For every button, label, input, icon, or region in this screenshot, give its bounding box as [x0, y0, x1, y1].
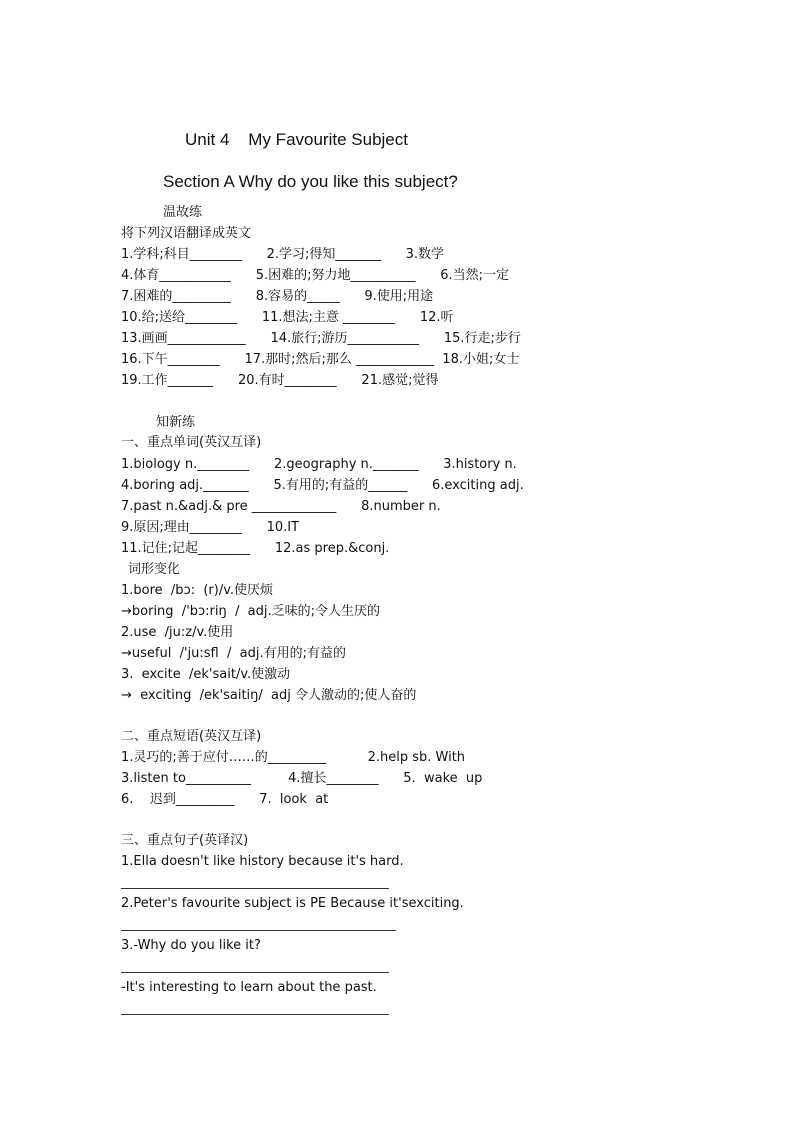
- word-line: 4.boring adj._______ 5.有用的;有益的______ 6.exciting adj.: [121, 478, 524, 493]
- form-line: 2.use /ju:z/v.使用: [121, 625, 234, 640]
- review-line: 16.下午________ 17.那时;然后;那么 ____________ 18.小姐;女士: [121, 352, 520, 367]
- form-line: →useful /'ju:sfl / adj.有用的;有益的: [121, 646, 346, 661]
- review-line: 1.学科;科目________ 2.学习;得知_______ 3.数学: [121, 247, 445, 262]
- word-line: 9.原因;理由________ 10.IT: [121, 520, 300, 535]
- review-line: 19.工作_______ 20.有时________ 21.感觉;觉得: [121, 373, 439, 388]
- answer-line[interactable]: [121, 888, 389, 889]
- review-instruction: 将下列汉语翻译成英文: [121, 226, 252, 241]
- word-line: 11.记住;记起________ 12.as prep.&conj.: [121, 541, 390, 556]
- answer-line[interactable]: [121, 930, 396, 931]
- page-title: Unit 4 My Favourite Subject: [185, 130, 408, 149]
- word-line: 1.biology n.________ 2.geography n._______ 3.history n.: [121, 457, 517, 472]
- sentence-line: 3.-Why do you like it?: [121, 938, 261, 953]
- form-line: 3. excite /ek'sait/v.使激动: [121, 667, 291, 682]
- phrases-heading: 二、重点短语(英汉互译): [121, 729, 262, 744]
- review-line: 10.给;送给________ 11.想法;主意 ________ 12.听: [121, 310, 454, 325]
- form-line: 1.bore /bɔ: (r)/v.使厌烦: [121, 583, 274, 598]
- new-heading: 知新练: [156, 415, 196, 430]
- sentence-line: 1.Ella doesn't like history because it's hard.: [121, 854, 404, 869]
- phrase-line: 1.灵巧的;善于应付……的_________ 2.help sb. With: [121, 750, 466, 765]
- sentence-line: -It's interesting to learn about the past.: [121, 980, 377, 995]
- form-line: →boring /'bɔ:riŋ / adj.乏味的;令人生厌的: [121, 604, 380, 619]
- sentence-line: 2.Peter's favourite subject is PE Because it'sexciting.: [121, 896, 464, 911]
- section-heading: Section A Why do you like this subject?: [163, 172, 458, 191]
- review-line: 13.画画____________ 14.旅行;游历___________ 15.行走;步行: [121, 331, 521, 346]
- phrase-line: 3.listen to__________ 4.擅长________ 5. wake up: [121, 771, 483, 786]
- sentences-heading: 三、重点句子(英译汉): [121, 833, 249, 848]
- form-line: → exciting /ek'saitiŋ/ adj 令人激动的;使人奋的: [121, 688, 417, 703]
- review-line: 7.困难的_________ 8.容易的_____ 9.使用;用途: [121, 289, 434, 304]
- words-heading: 一、重点单词(英汉互译): [121, 435, 262, 450]
- word-line: 7.past n.&adj.& pre _____________ 8.number n.: [121, 499, 441, 514]
- forms-heading: 词形变化: [128, 562, 181, 577]
- review-heading: 温故练: [163, 205, 203, 220]
- answer-line[interactable]: [121, 972, 389, 973]
- review-line: 4.体育___________ 5.困难的;努力地__________ 6.当然;一定: [121, 268, 510, 283]
- phrase-line: 6. 迟到_________ 7. look at: [121, 792, 329, 807]
- answer-line[interactable]: [121, 1014, 389, 1015]
